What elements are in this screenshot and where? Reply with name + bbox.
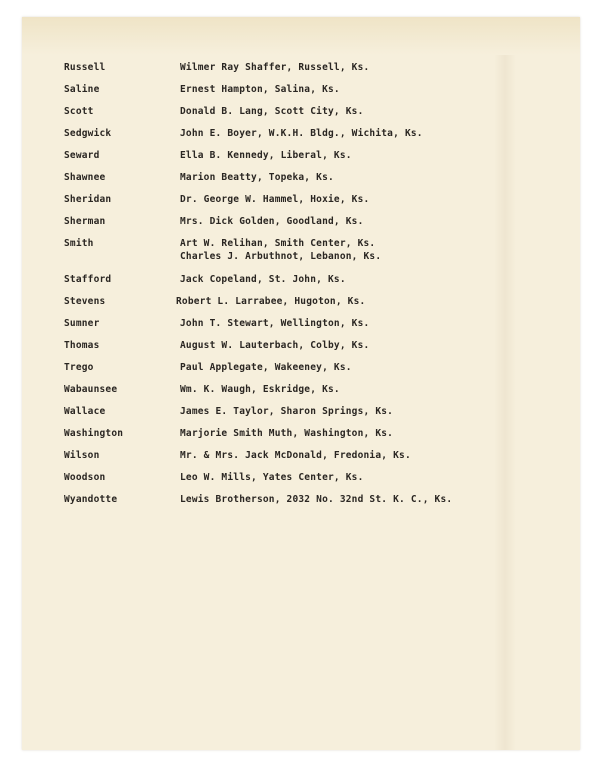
contact-entry — [180, 449, 411, 462]
contact-entry — [176, 295, 365, 308]
contact-line: Leo W. Mills, Yates Center, Ks. — [180, 472, 364, 483]
contact-entry — [180, 471, 364, 484]
contact-line: Marjorie Smith Muth, Washington, Ks. — [180, 428, 394, 439]
contact-entry — [180, 215, 364, 228]
page-header-tint — [22, 17, 580, 55]
contact-entry — [180, 61, 369, 74]
contact-entry — [180, 193, 369, 206]
county-name: Sheridan — [64, 194, 112, 205]
contact-line: James E. Taylor, Sharon Springs, Ks. — [180, 406, 394, 417]
county-name: Washington — [64, 428, 124, 439]
contact-entry — [180, 127, 423, 140]
county-name: Sumner — [64, 318, 100, 329]
contact-line: Donald B. Lang, Scott City, Ks. — [180, 106, 364, 117]
contact-line: Robert L. Larrabee, Hugoton, Ks. — [176, 296, 366, 307]
contact-line: Dr. George W. Hammel, Hoxie, Ks. — [180, 194, 370, 205]
contact-entry — [180, 83, 340, 96]
contact-entry — [180, 317, 369, 330]
contact-line: John E. Boyer, W.K.H. Bldg., Wichita, Ks. — [180, 128, 423, 139]
county-name: Seward — [64, 150, 100, 161]
contact-line: Mr. & Mrs. Jack McDonald, Fredonia, Ks. — [180, 450, 411, 461]
county-name: Wabaunsee — [64, 384, 118, 395]
contact-line: Art W. Relihan, Smith Center, Ks. — [180, 238, 376, 249]
county-name: Stevens — [64, 296, 106, 307]
contact-entry — [180, 405, 393, 418]
county-name: Wilson — [64, 450, 100, 461]
contact-line: Wilmer Ray Shaffer, Russell, Ks. — [180, 62, 370, 73]
county-name: Sherman — [64, 216, 106, 227]
county-name: Wyandotte — [64, 494, 118, 505]
contact-line: Ernest Hampton, Salina, Ks. — [180, 84, 340, 95]
county-name: Smith — [64, 238, 94, 249]
county-name: Trego — [64, 362, 94, 373]
document-page — [22, 17, 580, 750]
contact-entry — [180, 427, 393, 440]
contact-entry — [180, 237, 381, 263]
contact-entry — [180, 361, 352, 374]
contact-line: August W. Lauterbach, Colby, Ks. — [180, 340, 370, 351]
page-fold-shadow — [494, 55, 516, 750]
county-name: Saline — [64, 84, 100, 95]
contact-entry — [180, 273, 346, 286]
contact-entry — [180, 171, 334, 184]
contact-line: Wm. K. Waugh, Eskridge, Ks. — [180, 384, 340, 395]
contact-entry — [180, 493, 452, 506]
county-name: Woodson — [64, 472, 106, 483]
contact-line: Mrs. Dick Golden, Goodland, Ks. — [180, 216, 364, 227]
county-name: Wallace — [64, 406, 106, 417]
contact-line: Marion Beatty, Topeka, Ks. — [180, 172, 334, 183]
contact-line: John T. Stewart, Wellington, Ks. — [180, 318, 370, 329]
county-name: Sedgwick — [64, 128, 112, 139]
contact-entry — [180, 339, 369, 352]
contact-line: Ella B. Kennedy, Liberal, Ks. — [180, 150, 352, 161]
county-name: Stafford — [64, 274, 112, 285]
contact-entry — [180, 383, 340, 396]
contact-line: Charles J. Arbuthnot, Lebanon, Ks. — [180, 251, 382, 262]
county-name: Thomas — [64, 340, 100, 351]
contact-line: Paul Applegate, Wakeeney, Ks. — [180, 362, 352, 373]
contact-line: Jack Copeland, St. John, Ks. — [180, 274, 346, 285]
contact-entry — [180, 149, 352, 162]
county-name: Scott — [64, 106, 94, 117]
county-name: Russell — [64, 62, 106, 73]
contact-line: Lewis Brotherson, 2032 No. 32nd St. K. C., Ks. — [180, 494, 453, 505]
contact-entry — [180, 105, 364, 118]
county-name: Shawnee — [64, 172, 106, 183]
